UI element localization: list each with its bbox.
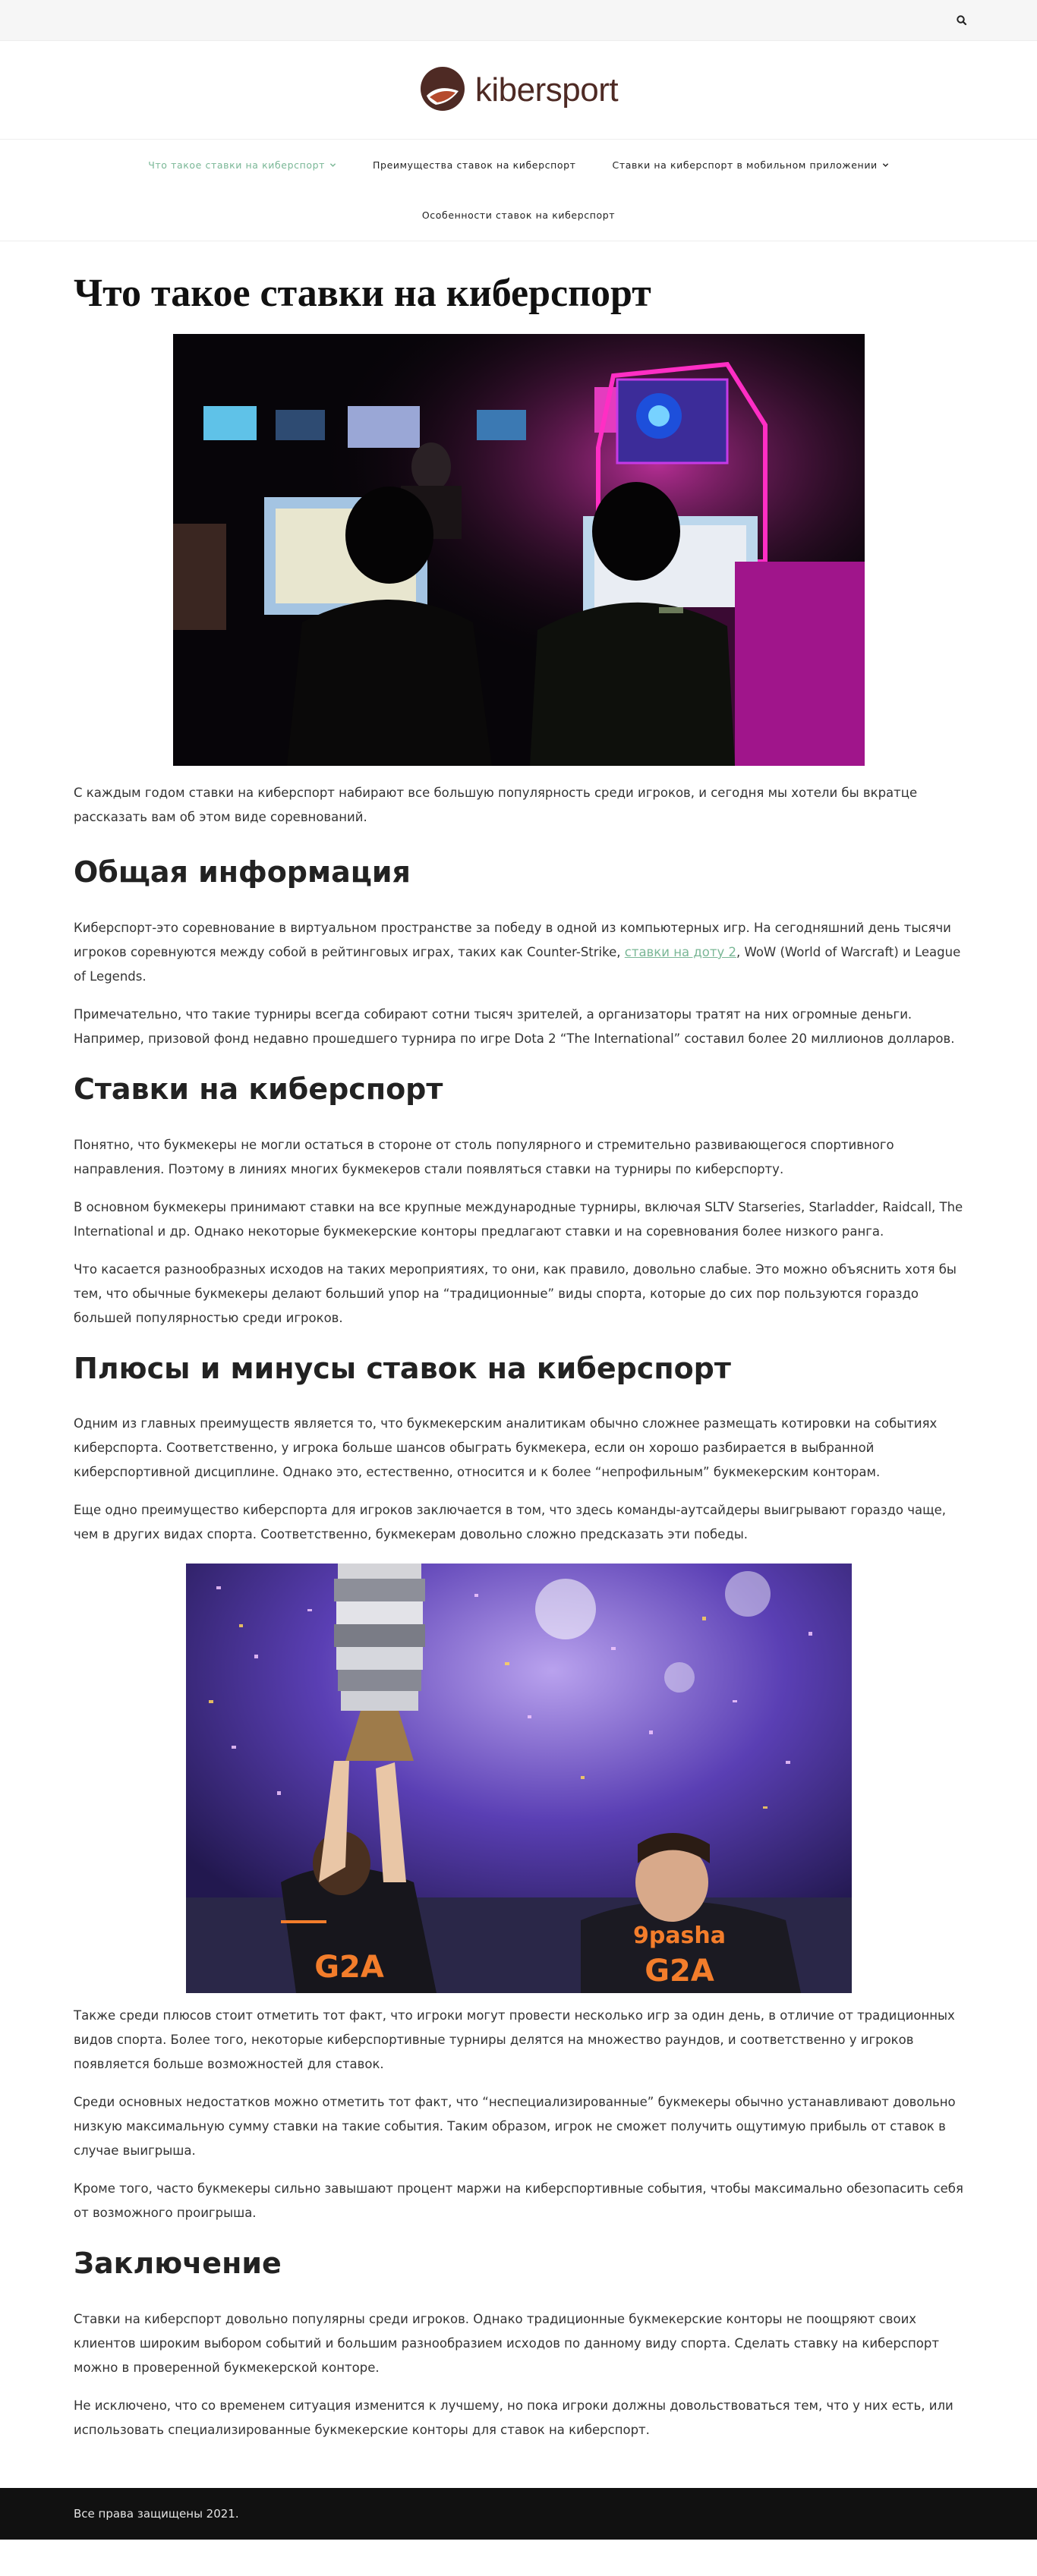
bets-paragraph-2: В основном букмекеры принимают ставки на все крупные международные турниры, включая SLTV Starseries, Starladder, Raidcall, The International и др. Однако некоторые букмекерские конторы предлагают ставки и на соревнования более низкого ранга. — [74, 1199, 963, 1239]
page-title: Что такое ставки на киберспорт — [74, 272, 651, 315]
content-spacer — [74, 2442, 963, 2488]
conclusion-paragraph-2: Не исключено, что со временем ситуация изменится к лучшему, но пока игроки должны довольствоваться тем, что у них есть, или использовать специализированные букмекерские конторы для ставок на киберспорт. — [74, 2398, 953, 2437]
esports-players-photo — [173, 334, 865, 766]
text-span: , WoW (World of Warcraft) и League of Legends. — [74, 944, 961, 984]
logo-mark-icon — [419, 65, 466, 115]
logo-text: kibersport — [474, 71, 619, 109]
chevron-down-icon — [882, 162, 889, 168]
section-heading-pros-cons: Плюсы и минусы ставок на киберспорт — [74, 1351, 731, 1385]
text-span: Киберспорт-это соревнование в виртуальном пространстве за победу в одной из компьютерных игр. На сегодняшний день тысячи игроков соревнуются между собой в рейтинговых играх, таких как Counter-Strike, — [74, 920, 951, 959]
bets-paragraph-1: Понятно, что букмекеры не могли остаться в стороне от столь популярного и стремительно развивающегося спортивного направления. Поэтому в линиях многих букмекеров стали появляться ставки на турниры по киберспорту. — [74, 1137, 894, 1176]
general-paragraph-1 — [74, 916, 963, 989]
jersey-sponsor-text-left: G2A — [314, 1950, 384, 1986]
copyright-text: Все права защищены 2021. — [74, 2506, 239, 2521]
section-heading-bets: Ставки на киберспорт — [74, 1072, 443, 1106]
site-footer — [0, 2488, 1037, 2540]
article — [0, 270, 1037, 2488]
general-paragraph-2: Примечательно, что такие турниры всегда собирают сотни тысяч зрителей, а организаторы тратят на них огромные деньги. Например, призовой фонд недавно прошедшего турнира по игре Dota 2 “The International” составил более 20 миллионов долларов. — [74, 1006, 955, 1046]
jersey-name-text: 9pasha — [632, 1923, 726, 1950]
search-icon[interactable] — [953, 12, 970, 29]
main-nav — [0, 140, 1037, 241]
cons-paragraph-1: Среди основных недостатков можно отметить тот факт, что “неспециализированные” букмекеры обычно устанавливают довольно низкую максимальную сумму ставки на такие события. Таким образом, игрок не сможет получить ощутимую прибыль от ставок в случае выигрыша. — [74, 2095, 956, 2159]
nav-item-mobile-app[interactable] — [594, 159, 907, 171]
jersey-sponsor-text: G2A — [644, 1954, 714, 1989]
nav-item-advantages[interactable] — [355, 159, 594, 171]
nav-item-features[interactable] — [404, 209, 633, 221]
nav-item-label: Особенности ставок на киберспорт — [421, 209, 616, 222]
bets-paragraph-3: Что касается разнообразных исходов на таких мероприятиях, то они, как правило, довольно слабые. Это можно объяснить хотя бы тем, что обычные букмекеры делают больший упор на “традиционные” виды спорта, которые до сих пор пользуются гораздо большей популярностью среди игроков. — [74, 1261, 957, 1325]
top-bar — [0, 0, 1037, 41]
nav-item-label: Что такое ставки на киберспорт — [148, 159, 326, 171]
pros-paragraph-1: Одним из главных преимуществ является то, что букмекерским аналитикам обычно сложнее размещать котировки на событиях киберспорта. Соответственно, у игрока больше шансов обыграть букмекера, если он хорошо разбирается в выбранной киберспортивной дисциплине. Однако это, естественно, относится и к более “непрофильным” букмекерским конторам. — [74, 1416, 938, 1480]
pros-paragraph-2: Еще одно преимущество киберспорта для игроков заключается в том, что здесь команды-аутсайдеры выигрывают гораздо чаще, чем в других видах спорта. Соответственно, букмекерам довольно сложно предсказать эти победы. — [74, 1503, 947, 1542]
section-heading-conclusion: Заключение — [74, 2247, 282, 2281]
intro-paragraph: С каждым годом ставки на киберспорт набирают все большую популярность среди игроков, и сегодня мы хотели бы вкратце рассказать вам об этом виде соревнований. — [74, 786, 918, 825]
trophy-celebration-photo — [186, 1564, 852, 1993]
nav-item-label: Преимущества ставок на киберспорт — [373, 159, 576, 171]
chevron-down-icon — [329, 162, 336, 168]
dota2-bets-link[interactable]: ставки на доту 2 — [624, 944, 736, 959]
section-heading-general: Общая информация — [74, 855, 411, 890]
logo-bar — [0, 41, 1037, 140]
site-logo[interactable] — [419, 65, 618, 115]
pros-paragraph-3: Также среди плюсов стоит отметить тот факт, что игроки могут провести несколько игр за один день, в отличие от традиционных видов спорта. Более того, некоторые киберспортивные турниры делятся на множество раундов, и соответственно у игроков появляется больше возможностей для ставок. — [74, 2008, 955, 2072]
conclusion-paragraph-1: Ставки на киберспорт довольно популярны среди игроков. Однако традиционные букмекерские конторы не поощряют своих клиентов широким выбором событий и большим разнообразием исходов по данному виду спорта. Сделать ставку на киберспорт можно в проверенной букмекерской конторе. — [74, 2311, 939, 2375]
nav-item-label: Ставки на киберспорт в мобильном приложении — [612, 159, 878, 171]
cons-paragraph-2: Кроме того, часто букмекеры сильно завышают процент маржи на киберспортивные события, чтобы максимально обезопасить себя от возможного проигрыша. — [74, 2181, 963, 2221]
nav-item-what-is[interactable] — [130, 159, 355, 171]
